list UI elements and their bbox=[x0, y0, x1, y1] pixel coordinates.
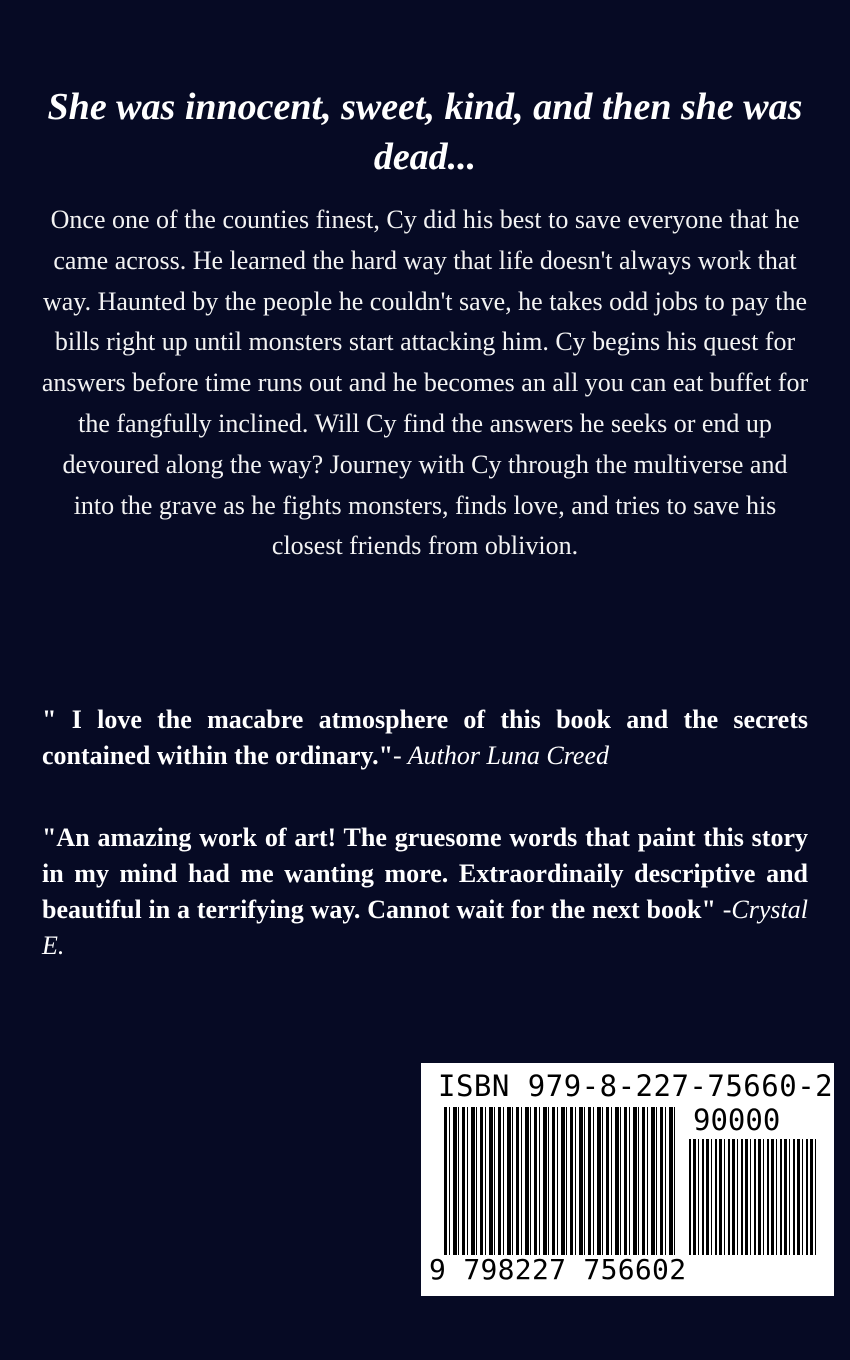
barcode-bars bbox=[444, 1107, 678, 1255]
book-blurb: Once one of the counties finest, Cy did his best to save everyone that he came across. He learned the hard way that life doesn't always work that way. Haunted by the people he couldn't save, he takes odd jobs to pay the bills right up until monsters start attacking him. Cy begins his quest for answers before time runs out and he becomes an all you can eat buffet for the fangfully inclined. Will Cy find the answers he seeks or end up devoured along the way? Journey with Cy through the multiverse and into the grave as he fights monsters, finds love, and tries to save his closest friends from oblivion. bbox=[41, 205, 809, 561]
barcode-price-code: 90000 bbox=[693, 1103, 781, 1137]
review-text: " I love the macabre atmosphere of this book and the secrets contained within the ordinary." bbox=[42, 705, 808, 770]
tagline: She was innocent, sweet, kind, and then she was dead... bbox=[47, 86, 803, 178]
barcode-digits: 9 798227 756602 bbox=[429, 1253, 687, 1286]
review-attribution: - Author Luna Creed bbox=[393, 741, 609, 770]
review-quote bbox=[42, 702, 808, 774]
review-attribution: -Crystal E. bbox=[42, 895, 808, 960]
isbn-barcode-panel bbox=[421, 1063, 834, 1296]
isbn-number: ISBN 979-8-227-75660-2 bbox=[438, 1069, 834, 1103]
barcode-addon-bars bbox=[689, 1139, 819, 1255]
review-text: "An amazing work of art! The gruesome words that paint this story in my mind had me wanting more. Extraordinaily descriptive and beautiful in a terrifying way. Cannot wait for the next book" bbox=[42, 823, 808, 924]
review-quote bbox=[42, 820, 808, 964]
